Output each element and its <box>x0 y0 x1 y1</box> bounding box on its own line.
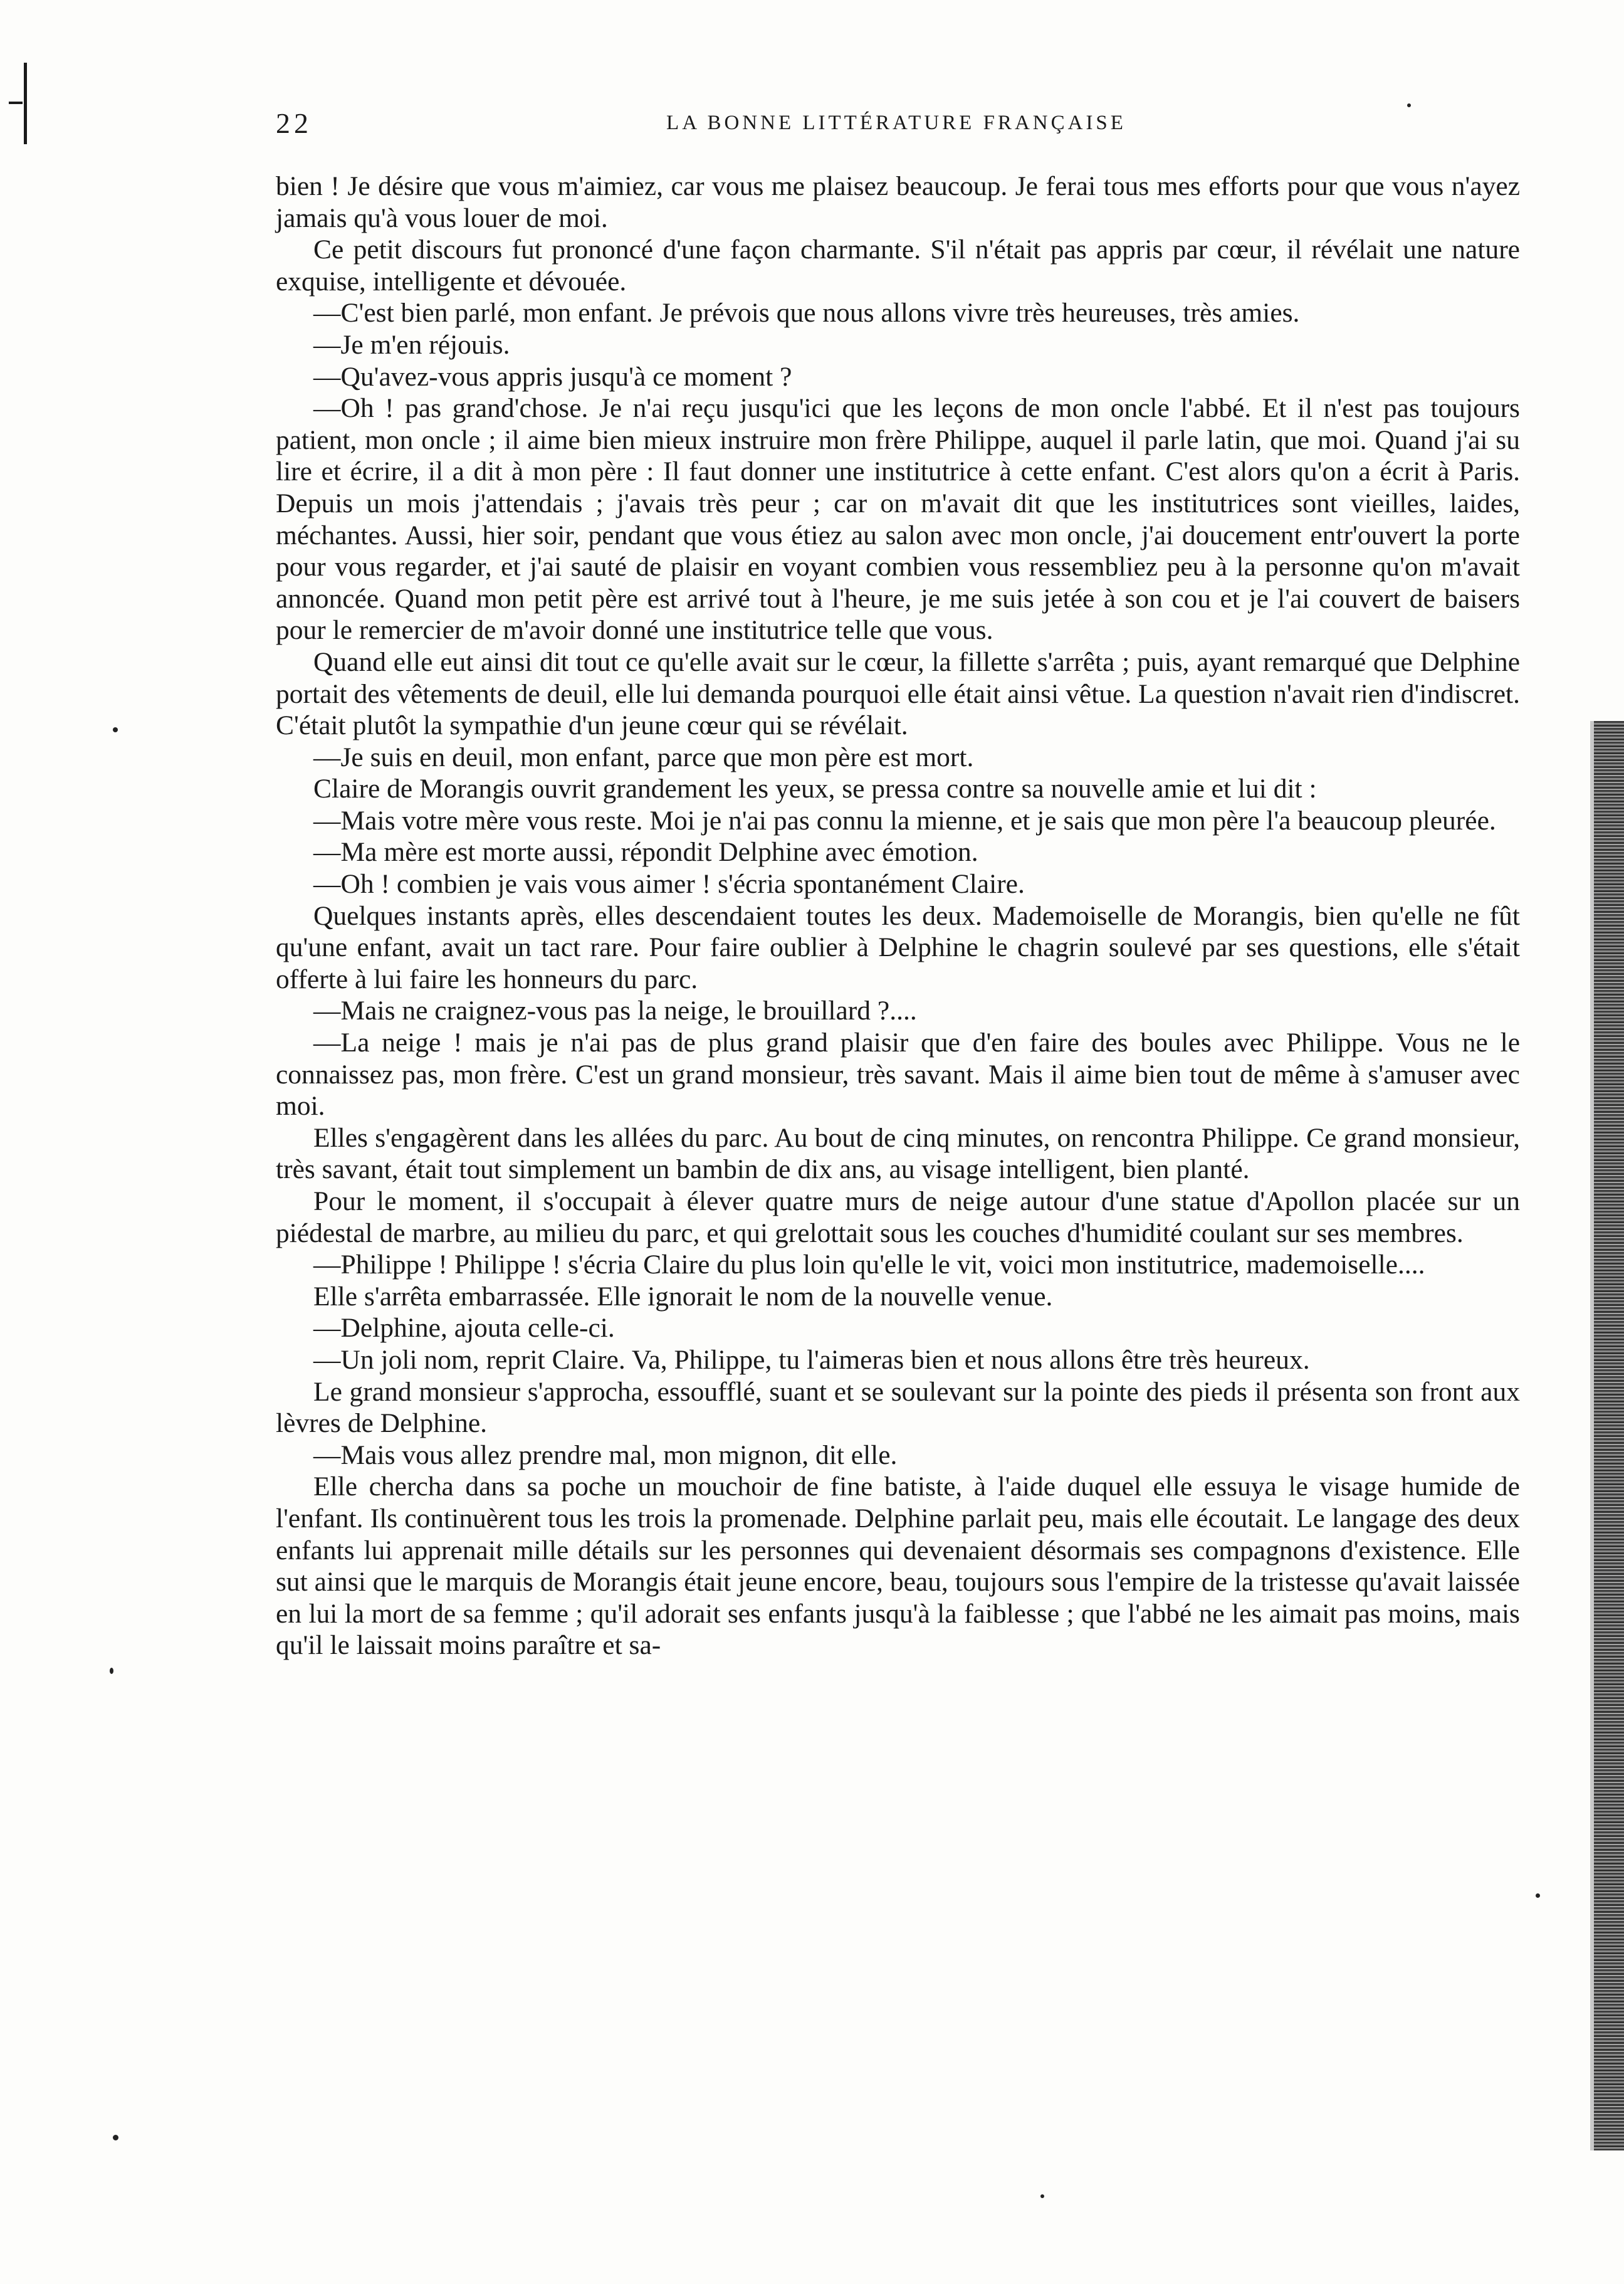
dialogue-line: —C'est bien parlé, mon enfant. Je prévois que nous allons vivre très heureuses, très amies. <box>313 298 1300 329</box>
dialogue-line: —Philippe ! Philippe ! s'écria Claire du plus loin qu'elle le vit, voici mon institutrice, mademoiselle.... <box>313 1250 1425 1280</box>
paragraph: Claire de Morangis ouvrit grandement les yeux, se pressa contre sa nouvelle amie et lui dit : <box>313 774 1317 804</box>
dialogue-line: —La neige ! mais je n'ai pas de plus grand plaisir que d'en faire des boules avec Philippe. Vous ne le connaissez pas, mon frère. C'est un grand monsieur, très savant. Mais il aime bien tout de même à s'amuser avec moi. <box>276 1028 1520 1122</box>
dialogue-line: —Mais ne craignez-vous pas la neige, le brouillard ?.... <box>313 996 917 1026</box>
scan-speck <box>110 1668 113 1674</box>
dialogue-line: —Un joli nom, reprit Claire. Va, Philippe, tu l'aimeras bien et nous allons être très heureux. <box>313 1344 1310 1375</box>
paragraph: Pour le moment, il s'occupait à élever quatre murs de neige autour d'une statue d'Apollon placée sur un piédestal de marbre, au milieu du parc, et qui grelottait sous les couches d'humidité coulant sur ses membres. <box>276 1186 1520 1248</box>
margin-rule <box>24 63 27 144</box>
dialogue-line: —Mais vous allez prendre mal, mon mignon, dit elle. <box>313 1439 898 1470</box>
scan-speck <box>1536 1893 1540 1898</box>
dialogue-line: —Oh ! pas grand'chose. Je n'ai reçu jusqu'ici que les leçons de mon oncle l'abbé. Et il n'est pas toujours patient, mon oncle ; il aime bien mieux instruire mon frère Philippe, auquel il parle latin, que moi. Quand j'ai su lire et écrire, il a dit à mon père : Il faut donner une institutrice à cette enfant. C'est alors qu'on a écrit à Paris. Depuis un mois j'attendais ; j'avais très peur ; car on m'avait dit que les institutrices sont vieilles, laides, méchantes. Aussi, hier soir, pendant que vous étiez au salon avec mon oncle, j'ai doucement entr'ouvert la porte pour vous regarder, et j'ai sauté de plaisir en voyant combien vous ressembliez peu à la personne qu'on m'avait annoncée. Quand mon petit père est arrivé tout à l'heure, je me suis jetée à son cou et je l'ai couvert de baisers pour le remercier de m'avoir donné une institutrice telle que vous. <box>276 393 1520 646</box>
paragraph: Quand elle eut ainsi dit tout ce qu'elle avait sur le cœur, la fillette s'arrêta ; puis, ayant remarqué que Delphine portait des vêtements de deuil, elle lui demanda pourquoi elle était ainsi vêtue. La question n'avait rien d'indiscret. C'était plutôt la sympathie d'un jeune cœur qui se révélait. <box>276 646 1520 741</box>
body-text <box>276 171 1520 1661</box>
dialogue-line: —Ma mère est morte aussi, répondit Delphine avec émotion. <box>313 837 978 868</box>
scan-speck <box>1040 2194 1044 2198</box>
scan-speck <box>113 2135 118 2140</box>
binding-edge <box>1594 721 1624 2150</box>
page-number: 22 <box>276 107 312 139</box>
dialogue-line: —Qu'avez-vous appris jusqu'à ce moment ? <box>313 361 792 392</box>
page-header <box>276 107 1517 144</box>
paragraph: Elle chercha dans sa poche un mouchoir de fine batiste, à l'aide duquel elle essuya le visage humide de l'enfant. Ils continuèrent tous les trois la promenade. Delphine parlait peu, mais elle écoutait. Le langage des deux enfants lui apprenait mille détails sur les personnes qui devenaient désormais ses compagnons d'existence. Elle sut ainsi que le marquis de Morangis était jeune encore, beau, toujours sous l'empire de la tristesse qu'avait laissée en lui la mort de sa femme ; qu'il adorait ses enfants jusqu'à la faiblesse ; que l'abbé ne les aimait pas moins, mais qu'il le laissait moins paraître et sa- <box>276 1471 1520 1661</box>
paragraph: Le grand monsieur s'approcha, essoufflé, suant et se soulevant sur la pointe des pieds il présenta son front aux lèvres de Delphine. <box>276 1376 1520 1439</box>
paragraph-continuation: bien ! Je désire que vous m'aimiez, car vous me plaisez beaucoup. Je ferai tous mes efforts pour que vous n'ayez jamais qu'à vous louer de moi. <box>276 171 1520 233</box>
paragraph: Quelques instants après, elles descendaient toutes les deux. Mademoiselle de Morangis, bien qu'elle ne fût qu'une enfant, avait un tact rare. Pour faire oublier à Delphine le chagrin soulevé par ses questions, elle s'était offerte à lui faire les honneurs du parc. <box>276 900 1520 994</box>
dialogue-line: —Je m'en réjouis. <box>313 329 510 360</box>
dialogue-line: —Je suis en deuil, mon enfant, parce que mon père est mort. <box>313 742 974 772</box>
dialogue-line: —Delphine, ajouta celle-ci. <box>313 1313 615 1344</box>
scan-speck <box>1407 103 1411 107</box>
paragraph: Ce petit discours fut prononcé d'une façon charmante. S'il n'était pas appris par cœur, il révélait une nature exquise, intelligente et dévouée. <box>276 234 1520 297</box>
paragraph: Elles s'engagèrent dans les allées du parc. Au bout de cinq minutes, on rencontra Philippe. Ce grand monsieur, très savant, était tout simplement un bambin de dix ans, au visage intelligent, bien planté. <box>276 1122 1520 1185</box>
scan-speck <box>113 727 118 732</box>
paragraph: Elle s'arrêta embarrassée. Elle ignorait le nom de la nouvelle venue. <box>313 1281 1053 1312</box>
dialogue-line: —Mais votre mère vous reste. Moi je n'ai pas connu la mienne, et je sais que mon père l'a beaucoup pleurée. <box>313 805 1496 836</box>
margin-tick <box>9 102 23 104</box>
dialogue-line: —Oh ! combien je vais vous aimer ! s'écria spontanément Claire. <box>313 869 1025 900</box>
running-title: LA BONNE LITTÉRATURE FRANÇAISE <box>666 112 1126 134</box>
